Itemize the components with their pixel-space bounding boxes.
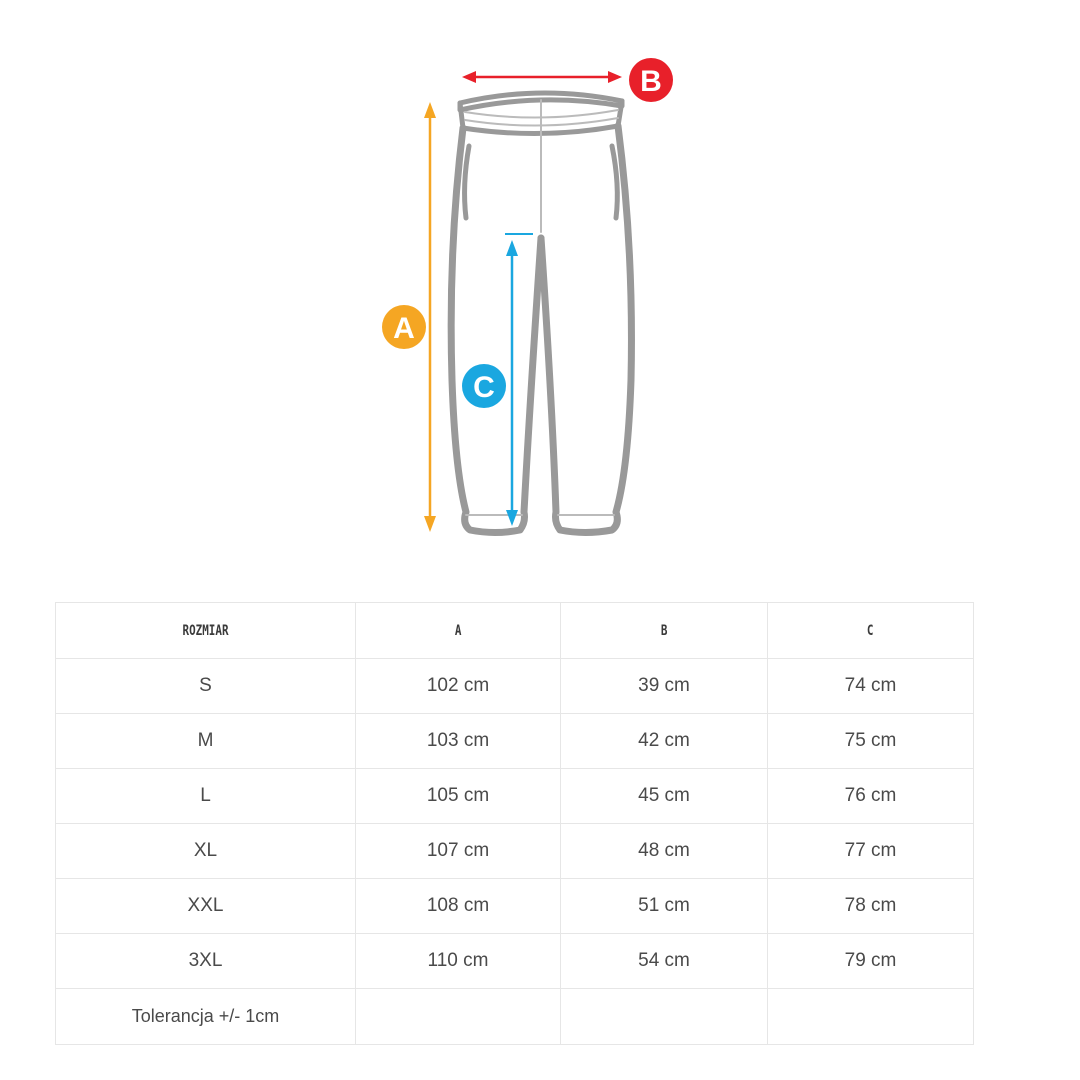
a-cell: 108 cm [356, 879, 561, 934]
size-cell: 3XL [56, 934, 356, 989]
right-pocket [612, 146, 617, 218]
size-cell: M [56, 714, 356, 769]
left-pocket [465, 146, 469, 218]
table-row [56, 659, 974, 714]
measure-arrow-a [424, 102, 436, 532]
b-cell: 54 cm [561, 934, 768, 989]
c-cell: 74 cm [768, 659, 974, 714]
pants-illustration [451, 93, 631, 533]
empty-cell [768, 989, 974, 1045]
b-cell: 51 cm [561, 879, 768, 934]
b-cell: 42 cm [561, 714, 768, 769]
marker-c [462, 364, 506, 408]
table-row [56, 879, 974, 934]
empty-cell [356, 989, 561, 1045]
a-cell: 105 cm [356, 769, 561, 824]
a-cell: 107 cm [356, 824, 561, 879]
table-header-row [56, 603, 974, 659]
c-cell: 79 cm [768, 934, 974, 989]
b-cell: 39 cm [561, 659, 768, 714]
size-cell: L [56, 769, 356, 824]
c-cell: 76 cm [768, 769, 974, 824]
svg-text:B: B [640, 65, 662, 98]
size-cell: S [56, 659, 356, 714]
measure-arrow-b [462, 71, 622, 83]
b-cell: 48 cm [561, 824, 768, 879]
table-row [56, 934, 974, 989]
header-rozmiar: ROZMIAR [56, 603, 356, 659]
empty-cell [561, 989, 768, 1045]
header-a: A [356, 603, 561, 659]
header-b: B [561, 603, 768, 659]
table-row [56, 714, 974, 769]
marker-b [629, 58, 673, 102]
a-cell: 102 cm [356, 659, 561, 714]
header-c: C [768, 603, 974, 659]
c-cell: 75 cm [768, 714, 974, 769]
c-cell: 77 cm [768, 824, 974, 879]
b-cell: 45 cm [561, 769, 768, 824]
tolerance-note: Tolerancja +/- 1cm [56, 989, 356, 1045]
table-row [56, 769, 974, 824]
svg-text:A: A [393, 312, 415, 345]
a-cell: 110 cm [356, 934, 561, 989]
a-cell: 103 cm [356, 714, 561, 769]
size-cell: XXL [56, 879, 356, 934]
svg-text:C: C [473, 371, 495, 404]
marker-a [382, 305, 426, 349]
tolerance-row [56, 989, 974, 1045]
size-table [55, 602, 974, 1045]
table-row [56, 824, 974, 879]
c-cell: 78 cm [768, 879, 974, 934]
size-cell: XL [56, 824, 356, 879]
